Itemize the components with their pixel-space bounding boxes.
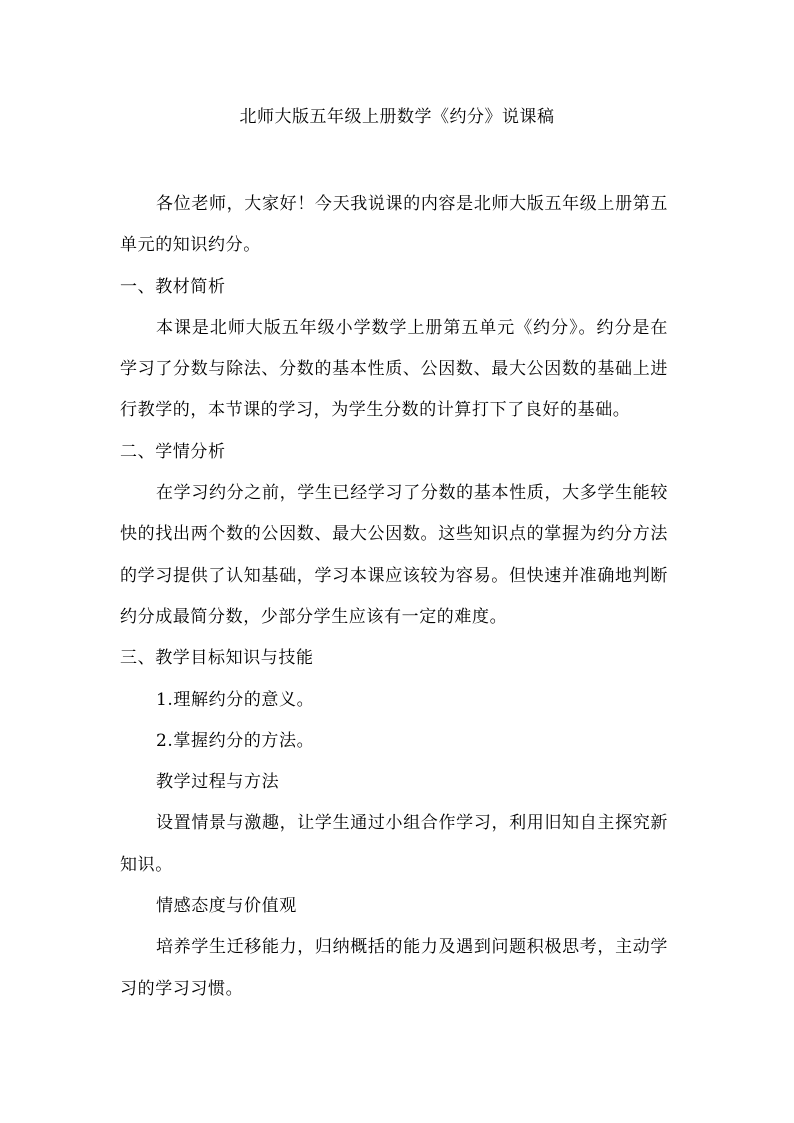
- paragraph-textbook-analysis: 本课是北师大版五年级小学数学上册第五单元《约分》。约分是在学习了分数与除法、分数的基本性质、公因数、最大公因数的基础上进行教学的，本节课的学习，为学生分数的计算打下了良好的基础。: [120, 317, 668, 421]
- section-heading-textbook-analysis: 一、教材简析: [120, 276, 226, 297]
- goal-item-2: 2.掌握约分的方法。: [156, 730, 315, 751]
- goal-item-1: 1.理解约分的意义。: [156, 689, 315, 710]
- subheading-emotion-values: 情感态度与价值观: [156, 896, 297, 917]
- document-title: 北师大版五年级上册数学《约分》说课稿: [239, 107, 555, 127]
- section-heading-teaching-goals: 三、教学目标知识与技能: [120, 648, 314, 669]
- paragraph-process-method: 设置情景与激趣，让学生通过小组合作学习，利用旧知自主探究新知识。: [120, 813, 668, 875]
- document-body: [120, 184, 668, 1010]
- paragraph-student-analysis: 在学习约分之前，学生已经学习了分数的基本性质，大多学生能较快的找出两个数的公因数、最大公因数。这些知识点的掌握为约分方法的学习提供了认知基础，学习本课应该较为容易。但快速并准确地判断约分成最简分数，少部分学生应该有一定的难度。: [120, 483, 668, 627]
- paragraph-emotion-values: 培养学生迁移能力，归纳概括的能力及遇到问题积极思考，主动学习的学习习惯。: [120, 937, 668, 999]
- paragraph-greeting: 各位老师，大家好！今天我说课的内容是北师大版五年级上册第五单元的知识约分。: [120, 194, 668, 256]
- subheading-process-method: 教学过程与方法: [156, 772, 280, 793]
- section-heading-student-analysis: 二、学情分析: [120, 441, 226, 462]
